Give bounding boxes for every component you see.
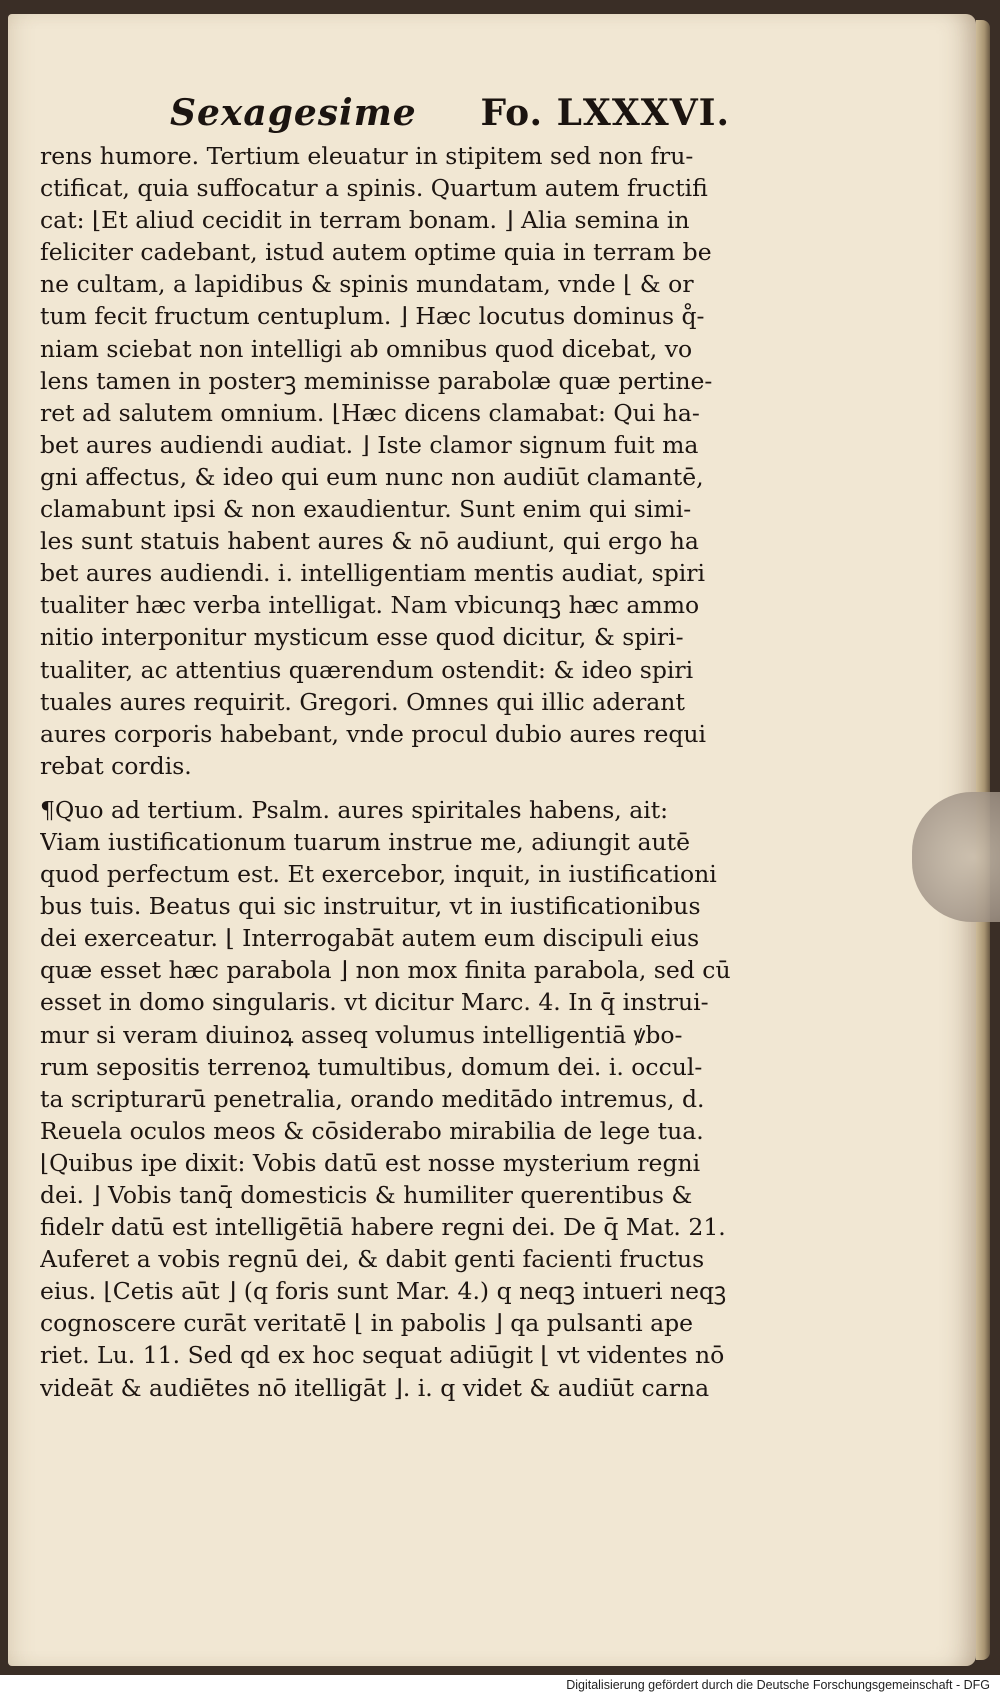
text-line: tuales aures requirit. Gregori. Omnes qui illic aderant	[40, 687, 685, 716]
text-line: ctificat, quia suffocatur a spinis. Quartum autem fructifi	[40, 174, 708, 203]
text-line: aures corporis habebant, vnde procul dubio aures requi	[40, 719, 707, 748]
text-line: niam sciebat non intelligi ab omnibus quod dicebat, vo	[40, 334, 693, 363]
text-line: clamabunt ipsi & non exaudientur. Sunt enim qui simi-	[40, 495, 692, 524]
text-line: riet. Lu. 11. Sed qd ex hoc sequat adiūgit ⌊ vt videntes nō	[40, 1341, 725, 1370]
text-line: esset in domo singularis. vt dicitur Marc. 4. In q̄ instrui-	[40, 988, 709, 1017]
text-line: Viam iustificationum tuarum instrue me, adiungit autē	[40, 827, 691, 856]
running-title: Sexagesime	[170, 92, 417, 134]
text-line: quod perfectum est. Et exercebor, inquit, in iustificationi	[40, 860, 717, 889]
text-line: nitio interponitur mysticum esse quod dicitur, & spiri-	[40, 623, 684, 652]
text-line: Reuela oculos meos & cōsiderabo mirabilia de lege tua.	[40, 1116, 704, 1145]
paragraph-gap	[40, 782, 770, 794]
text-line: bet aures audiendi. i. intelligentiam mentis audiat, spiri	[40, 559, 706, 588]
text-line: ⌊Quibus ipe dixit: Vobis datū est nosse mysterium regni	[40, 1148, 701, 1177]
text-line: eius. ⌊Cetis aūt ⌋ (q foris sunt Mar. 4.) q neqꝫ intueri neqꝫ	[40, 1277, 727, 1306]
text-line: rens humore. Tertium eleuatur in stipitem sed non fru-	[40, 142, 694, 170]
text-line: dei. ⌋ Vobis tanq̄ domesticis & humiliter querentibus &	[40, 1181, 693, 1209]
text-line: bet aures audiendi audiat. ⌋ Iste clamor signum fuit ma	[40, 430, 699, 459]
folio-number: Fo. LXXXVI.	[480, 92, 730, 134]
text-line: lens tamen in posterꝫ meminisse parabolæ quæ pertine-	[40, 366, 713, 395]
text-line: tualiter, ac attentius quærendum ostendit: & ideo spiri	[40, 655, 694, 684]
text-line: ret ad salutem omnium. ⌊Hæc dicens clamabat: Qui ha-	[40, 398, 700, 427]
text-line: les sunt statuis habent aures & nō audiunt, qui ergo ha	[40, 527, 699, 556]
text-line: cognoscere curāt veritatē ⌊ in pabolis ⌋ qa pulsanti ape	[40, 1309, 694, 1338]
text-line: ta scripturarū penetralia, orando meditādo intremus, d.	[40, 1084, 705, 1113]
text-line: mur si veram diuinoꝝ asseq volumus intelligentiā ꝟbo-	[40, 1020, 683, 1049]
text-line: fidelr datū est intelligētiā habere regni dei. De q̄ Mat. 21.	[40, 1213, 726, 1242]
text-line: cat: ⌊Et aliud cecidit in terram bonam. ⌋ Alia semina in	[40, 206, 690, 235]
text-line: dei exerceatur. ⌊ Interrogabāt autem eum discipuli eius	[40, 924, 700, 953]
text-line: bus tuis. Beatus qui sic instruitur, vt in iustificationibus	[40, 892, 701, 921]
text-line: ¶Quo ad tertium. Psalm. aures spiritales habens, ait:	[40, 795, 669, 824]
text-line: ne cultam, a lapidibus & spinis mundatam, vnde ⌊ & or	[40, 270, 694, 299]
text-line: gni affectus, & ideo qui eum nunc non audiūt clamantē,	[40, 462, 704, 491]
text-body	[40, 140, 770, 1404]
running-header	[170, 92, 730, 142]
digitization-credit: Digitalisierung gefördert durch die Deutsche Forschungsgemeinschaft - DFG	[566, 1678, 990, 1692]
text-line: feliciter cadebant, istud autem optime quia in terram be	[40, 238, 712, 267]
text-line: tualiter hæc verba intelligat. Nam vbicunqꝫ hæc ammo	[40, 591, 700, 620]
text-line: quæ esset hæc parabola ⌋ non mox finita parabola, sed cū	[40, 956, 731, 985]
footer-bar	[0, 1675, 1000, 1698]
text-line: videāt & audiētes nō itelligāt ⌋. i. q videt & audiūt carna	[40, 1373, 710, 1402]
text-line: Auferet a vobis regnū dei, & dabit genti facienti fructus	[40, 1245, 705, 1274]
text-line: rum sepositis terrenoꝝ tumultibus, domum dei. i. occul-	[40, 1052, 703, 1081]
text-line: tum fecit fructum centuplum. ⌋ Hæc locutus dominus q̊-	[40, 302, 705, 331]
text-line: rebat cordis.	[40, 751, 192, 780]
